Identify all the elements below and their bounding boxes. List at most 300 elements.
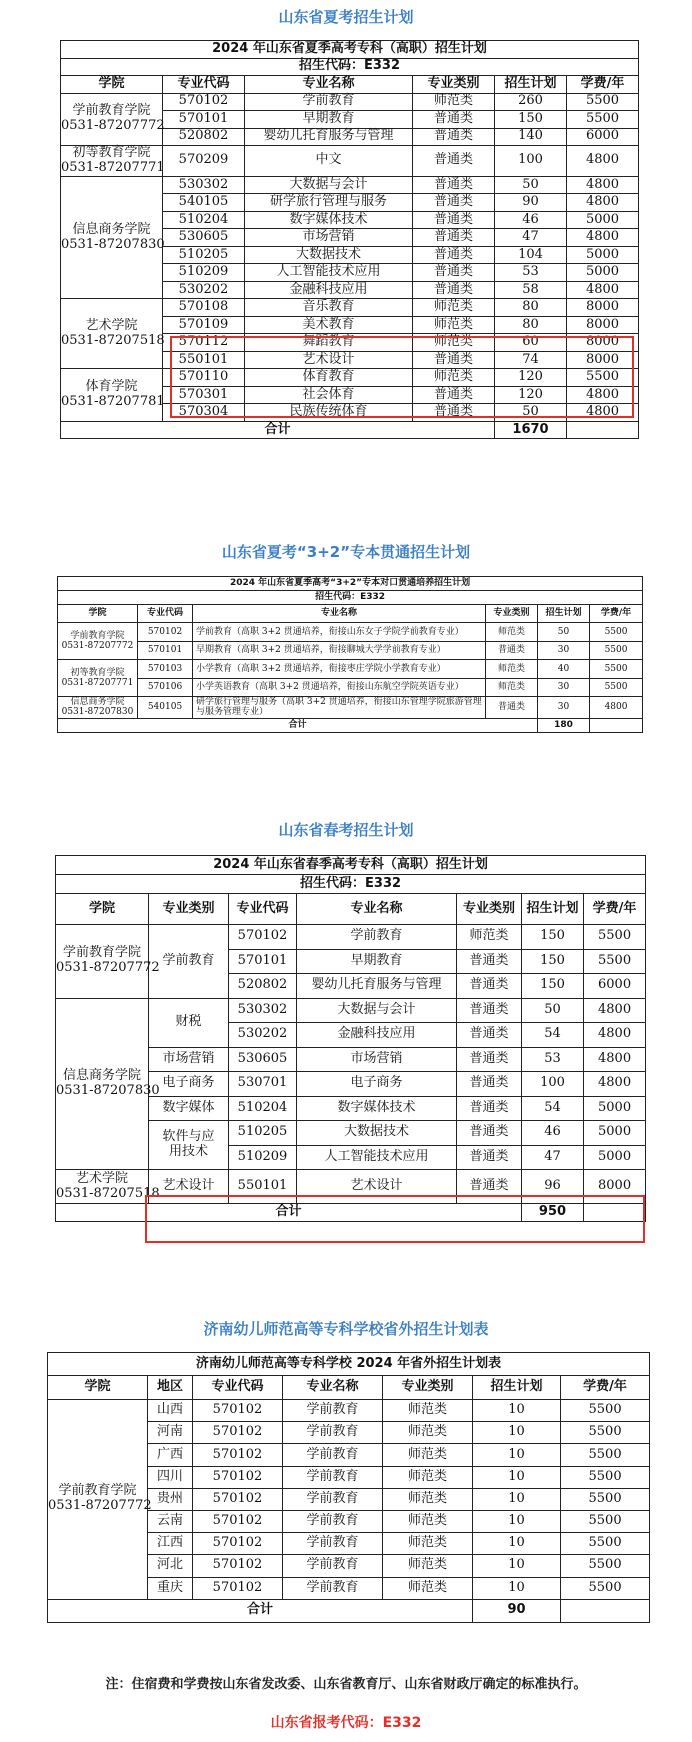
plan-count: 58 — [495, 281, 567, 299]
major-name: 学前教育 — [283, 1577, 383, 1599]
tuition: 5500 — [561, 1444, 650, 1466]
region: 河北 — [148, 1555, 193, 1577]
major-name: 学前教育 — [245, 93, 413, 111]
tuition: 5500 — [584, 925, 646, 950]
column-header: 地区 — [148, 1376, 193, 1400]
tuition: 5000 — [584, 1145, 646, 1170]
major-name: 艺术设计 — [297, 1170, 457, 1204]
column-header: 学费/年 — [567, 76, 639, 94]
major-type: 师范类 — [383, 1466, 473, 1488]
region: 贵州 — [148, 1488, 193, 1510]
region: 江西 — [148, 1533, 193, 1555]
plan-count: 120 — [495, 369, 567, 387]
tuition: 8000 — [567, 299, 639, 317]
major-code: 570112 — [163, 334, 245, 352]
total-value: 90 — [473, 1599, 561, 1622]
major-name: 人工智能技术应用 — [297, 1145, 457, 1170]
plan-count: 150 — [522, 974, 584, 999]
spring-plan-table — [55, 855, 646, 1222]
major-code: 510205 — [163, 246, 245, 264]
major-name: 金融科技应用 — [297, 1023, 457, 1048]
major-code: 530302 — [163, 176, 245, 194]
major-type: 普通类 — [457, 1145, 522, 1170]
plan-count: 30 — [538, 678, 590, 697]
tuition: 4800 — [590, 697, 643, 719]
column-header: 招生计划 — [538, 605, 590, 623]
total-label: 合计 — [58, 718, 538, 732]
plan-count: 53 — [495, 264, 567, 282]
major-name: 学前教育 — [283, 1422, 383, 1444]
column-header: 招生计划 — [473, 1376, 561, 1400]
major-code: 570209 — [163, 146, 245, 177]
major-name: 研学旅行管理与服务（高职 3+2 贯通培养，衔接山东管理学院旅游管理与服务管理专业） — [193, 697, 486, 719]
major-code: 570102 — [193, 1533, 283, 1555]
empty-cell — [567, 421, 639, 439]
total-value: 950 — [522, 1204, 584, 1222]
plan-count: 150 — [522, 925, 584, 950]
column-header: 学费/年 — [590, 605, 643, 623]
caption-row — [48, 1353, 650, 1376]
ptp-section-title: 山东省夏考“3+2”专本贯通招生计划 — [221, 543, 471, 561]
major-type: 普通类 — [457, 974, 522, 999]
major-type: 普通类 — [413, 404, 495, 422]
major-name: 学前教育 — [283, 1510, 383, 1532]
region: 河南 — [148, 1422, 193, 1444]
tuition: 8000 — [584, 1170, 646, 1204]
college-cell: 信息商务学院 0531-87207830 — [56, 998, 149, 1170]
column-header: 专业名称 — [245, 76, 413, 94]
table-row — [61, 146, 639, 177]
plan-count: 46 — [522, 1121, 584, 1146]
major-code: 570101 — [138, 641, 193, 660]
tuition: 4800 — [584, 1023, 646, 1048]
major-name: 学前教育 — [283, 1444, 383, 1466]
major-code: 570102 — [163, 93, 245, 111]
major-name: 美术教育 — [245, 316, 413, 334]
major-name: 研学旅行管理与服务 — [245, 194, 413, 212]
major-name: 舞蹈教育 — [245, 334, 413, 352]
column-header: 学院 — [48, 1376, 148, 1400]
empty-cell — [561, 1599, 650, 1622]
major-code: 550101 — [163, 351, 245, 369]
plan-count: 10 — [473, 1400, 561, 1422]
total-label: 合计 — [56, 1204, 522, 1222]
major-code: 570102 — [193, 1400, 283, 1422]
major-code: 570102 — [193, 1488, 283, 1510]
table-row — [61, 369, 639, 387]
plan-count: 30 — [538, 641, 590, 660]
caption-row — [56, 856, 646, 875]
tuition: 5000 — [567, 264, 639, 282]
tuition: 5500 — [590, 678, 643, 697]
major-type: 师范类 — [413, 299, 495, 317]
plan-count: 10 — [473, 1555, 561, 1577]
major-code: 570108 — [163, 299, 245, 317]
major-code: 520802 — [163, 128, 245, 146]
major-type: 普通类 — [413, 176, 495, 194]
major-type: 普通类 — [457, 1121, 522, 1146]
total-row — [56, 1204, 646, 1222]
major-name: 学前教育 — [283, 1533, 383, 1555]
tuition: 8000 — [567, 316, 639, 334]
tuition: 4800 — [567, 176, 639, 194]
major-name: 大数据技术 — [245, 246, 413, 264]
major-name: 音乐教育 — [245, 299, 413, 317]
category-cell: 数字媒体 — [149, 1096, 229, 1121]
total-value: 180 — [538, 718, 590, 732]
major-type: 师范类 — [383, 1577, 473, 1599]
major-type: 师范类 — [413, 334, 495, 352]
table-code: 招生代码：E332 — [58, 591, 643, 605]
major-name: 学前教育 — [297, 925, 457, 950]
major-type: 普通类 — [457, 1096, 522, 1121]
summer-section-title: 山东省夏考招生计划 — [278, 8, 414, 26]
tuition: 5000 — [584, 1121, 646, 1146]
major-name: 婴幼儿托育服务与管理 — [297, 974, 457, 999]
major-code: 570102 — [193, 1555, 283, 1577]
tuition: 5000 — [584, 1096, 646, 1121]
major-name: 民族传统体育 — [245, 404, 413, 422]
major-code: 510209 — [229, 1145, 297, 1170]
tuition: 5500 — [561, 1555, 650, 1577]
table-row — [58, 623, 643, 642]
college-cell: 学前教育学院 0531-87207772 — [58, 623, 138, 660]
major-code: 510209 — [163, 264, 245, 282]
column-header: 专业类别 — [383, 1376, 473, 1400]
major-code: 570102 — [193, 1510, 283, 1532]
major-type: 师范类 — [383, 1510, 473, 1532]
major-code: 570102 — [229, 925, 297, 950]
major-name: 学前教育（高职 3+2 贯通培养，衔接山东女子学院学前教育专业） — [193, 623, 486, 642]
college-cell: 学前教育学院 0531-87207772 — [56, 925, 149, 999]
empty-cell — [584, 1204, 646, 1222]
major-type: 普通类 — [413, 351, 495, 369]
tuition: 8000 — [567, 351, 639, 369]
table-code: 招生代码：E332 — [61, 58, 639, 76]
category-cell: 财税 — [149, 998, 229, 1047]
college-cell: 艺术学院 0531-87207518 — [56, 1170, 149, 1204]
major-code: 570101 — [163, 111, 245, 129]
tuition: 4800 — [584, 1072, 646, 1097]
plan-count: 10 — [473, 1488, 561, 1510]
column-header: 学院 — [58, 605, 138, 623]
table-row — [58, 641, 643, 660]
major-name: 金融科技应用 — [245, 281, 413, 299]
plan-count: 10 — [473, 1510, 561, 1532]
tuition: 4800 — [567, 386, 639, 404]
header-row — [48, 1376, 650, 1400]
plan-count: 30 — [538, 697, 590, 719]
major-name: 体育教育 — [245, 369, 413, 387]
tuition: 4800 — [567, 281, 639, 299]
column-header: 专业名称 — [193, 605, 486, 623]
region: 云南 — [148, 1510, 193, 1532]
tuition: 5500 — [561, 1577, 650, 1599]
major-type: 师范类 — [457, 925, 522, 950]
header-row — [58, 605, 643, 623]
plan-count: 10 — [473, 1533, 561, 1555]
column-header: 专业名称 — [283, 1376, 383, 1400]
college-cell: 学前教育学院 0531-87207772 — [48, 1400, 148, 1600]
tuition: 5500 — [584, 949, 646, 974]
college-cell: 信息商务学院 0531-87207830 — [61, 176, 163, 299]
total-row — [58, 718, 643, 732]
major-type: 普通类 — [486, 697, 538, 719]
column-header: 学费/年 — [584, 894, 646, 925]
plan-count: 10 — [473, 1577, 561, 1599]
plan-count: 80 — [495, 299, 567, 317]
major-type: 普通类 — [413, 111, 495, 129]
table-row — [58, 697, 643, 719]
major-name: 中文 — [245, 146, 413, 177]
major-type: 普通类 — [457, 1023, 522, 1048]
caption-row — [58, 591, 643, 605]
major-code: 570301 — [163, 386, 245, 404]
major-type: 师范类 — [413, 369, 495, 387]
major-name: 社会体育 — [245, 386, 413, 404]
major-name: 大数据技术 — [297, 1121, 457, 1146]
major-name: 人工智能技术应用 — [245, 264, 413, 282]
column-header: 招生计划 — [522, 894, 584, 925]
tuition: 5000 — [567, 246, 639, 264]
plan-count: 104 — [495, 246, 567, 264]
plan-count: 53 — [522, 1047, 584, 1072]
table-caption: 2024 年山东省春季高考专科（高职）招生计划 — [56, 856, 646, 875]
plan-count: 54 — [522, 1023, 584, 1048]
major-code: 570102 — [193, 1422, 283, 1444]
total-label: 合计 — [61, 421, 495, 439]
major-type: 师范类 — [413, 93, 495, 111]
major-name: 学前教育 — [283, 1400, 383, 1422]
major-name: 学前教育 — [283, 1488, 383, 1510]
tuition: 5500 — [561, 1488, 650, 1510]
outprov-plan-table — [47, 1352, 650, 1623]
major-name: 市场营销 — [297, 1047, 457, 1072]
outprov-section-title: 济南幼儿师范高等专科学校省外招生计划表 — [203, 1320, 489, 1338]
major-type: 师范类 — [383, 1400, 473, 1422]
plan-count: 260 — [495, 93, 567, 111]
plan-count: 47 — [522, 1145, 584, 1170]
tuition: 5500 — [561, 1400, 650, 1422]
plan-count: 40 — [538, 660, 590, 679]
ptp-plan-table — [57, 576, 643, 733]
plan-count: 10 — [473, 1466, 561, 1488]
table-code: 招生代码：E332 — [56, 875, 646, 894]
category-cell: 艺术设计 — [149, 1170, 229, 1204]
college-cell: 初等教育学院 0531-87207771 — [58, 660, 138, 697]
table-caption: 2024 年山东省夏季高考“3+2”专本对口贯通培养招生计划 — [58, 577, 643, 591]
category-cell: 电子商务 — [149, 1072, 229, 1097]
table-row — [56, 998, 646, 1023]
table-row — [61, 176, 639, 194]
table-row — [58, 678, 643, 697]
table-row — [61, 299, 639, 317]
major-type: 师范类 — [413, 316, 495, 334]
major-name: 数字媒体技术 — [297, 1096, 457, 1121]
plan-count: 50 — [495, 176, 567, 194]
table-row — [56, 925, 646, 950]
region: 山西 — [148, 1400, 193, 1422]
column-header: 专业代码 — [193, 1376, 283, 1400]
major-name: 早期教育 — [297, 949, 457, 974]
major-type: 普通类 — [413, 246, 495, 264]
tuition: 4800 — [584, 998, 646, 1023]
tuition: 5500 — [590, 660, 643, 679]
plan-count: 46 — [495, 211, 567, 229]
major-type: 普通类 — [457, 949, 522, 974]
major-type: 普通类 — [413, 229, 495, 247]
major-type: 普通类 — [413, 281, 495, 299]
tuition: 4800 — [567, 146, 639, 177]
column-header: 专业类别 — [413, 76, 495, 94]
total-row — [61, 421, 639, 439]
caption-row — [61, 41, 639, 59]
major-name: 早期教育 — [245, 111, 413, 129]
major-code: 570102 — [193, 1444, 283, 1466]
region: 广西 — [148, 1444, 193, 1466]
major-code: 570110 — [163, 369, 245, 387]
major-type: 师范类 — [486, 623, 538, 642]
plan-count: 150 — [495, 111, 567, 129]
table-row — [48, 1400, 650, 1422]
major-name: 早期教育（高职 3+2 贯通培养，衔接聊城大学学前教育专业） — [193, 641, 486, 660]
table-row — [58, 660, 643, 679]
tuition: 4800 — [584, 1047, 646, 1072]
major-type: 普通类 — [413, 264, 495, 282]
major-code: 570102 — [138, 623, 193, 642]
column-header: 专业类别 — [457, 894, 522, 925]
major-type: 普通类 — [413, 146, 495, 177]
major-name: 大数据与会计 — [297, 998, 457, 1023]
major-type: 师范类 — [486, 660, 538, 679]
plan-count: 80 — [495, 316, 567, 334]
caption-row — [58, 577, 643, 591]
major-code: 570109 — [163, 316, 245, 334]
tuition: 5500 — [567, 93, 639, 111]
major-type: 普通类 — [413, 194, 495, 212]
tuition: 8000 — [567, 334, 639, 352]
major-type: 普通类 — [457, 1170, 522, 1204]
plan-count: 10 — [473, 1422, 561, 1444]
major-type: 普通类 — [486, 641, 538, 660]
major-type: 普通类 — [413, 386, 495, 404]
major-type: 师范类 — [383, 1533, 473, 1555]
major-name: 学前教育 — [283, 1555, 383, 1577]
plan-count: 54 — [522, 1096, 584, 1121]
tuition: 5500 — [561, 1422, 650, 1444]
major-name: 小学英语教育（高职 3+2 贯通培养，衔接山东航空学院英语专业） — [193, 678, 486, 697]
major-code: 570102 — [193, 1466, 283, 1488]
tuition: 4800 — [567, 404, 639, 422]
major-type: 师范类 — [383, 1422, 473, 1444]
major-name: 数字媒体技术 — [245, 211, 413, 229]
column-header: 招生计划 — [495, 76, 567, 94]
college-cell: 信息商务学院 0531-87207830 — [58, 697, 138, 719]
plan-count: 140 — [495, 128, 567, 146]
major-type: 师范类 — [383, 1444, 473, 1466]
college-cell: 艺术学院 0531-87207518 — [61, 299, 163, 369]
major-code: 570101 — [229, 949, 297, 974]
column-header: 专业代码 — [138, 605, 193, 623]
tuition: 5500 — [561, 1510, 650, 1532]
tuition: 4800 — [567, 229, 639, 247]
fee-note: 注：住宿费和学费按山东省发改委、山东省教育厅、山东省财政厅确定的标准执行。 — [105, 1677, 587, 1692]
total-label: 合计 — [48, 1599, 473, 1622]
column-header: 专业类别 — [486, 605, 538, 623]
major-code: 540105 — [138, 697, 193, 719]
major-code: 550101 — [229, 1170, 297, 1204]
table-row — [61, 93, 639, 111]
major-name: 艺术设计 — [245, 351, 413, 369]
plan-count: 50 — [495, 404, 567, 422]
region: 重庆 — [148, 1577, 193, 1599]
caption-row — [61, 58, 639, 76]
major-name: 电子商务 — [297, 1072, 457, 1097]
major-code: 510204 — [229, 1096, 297, 1121]
plan-count: 100 — [522, 1072, 584, 1097]
major-code: 530202 — [163, 281, 245, 299]
plan-count: 150 — [522, 949, 584, 974]
total-row — [48, 1599, 650, 1622]
tuition: 6000 — [584, 974, 646, 999]
column-header: 学院 — [61, 76, 163, 94]
table-row — [56, 1170, 646, 1204]
tuition: 5500 — [567, 111, 639, 129]
table-caption: 2024 年山东省夏季高考专科（高职）招生计划 — [61, 41, 639, 59]
major-code: 530701 — [229, 1072, 297, 1097]
plan-count: 10 — [473, 1444, 561, 1466]
college-cell: 体育学院 0531-87207781 — [61, 369, 163, 422]
column-header: 专业代码 — [229, 894, 297, 925]
tuition: 5500 — [567, 369, 639, 387]
plan-count: 47 — [495, 229, 567, 247]
plan-count: 60 — [495, 334, 567, 352]
major-type: 师范类 — [383, 1555, 473, 1577]
exam-code: 山东省报考代码：E332 — [270, 1715, 422, 1731]
major-code: 530605 — [163, 229, 245, 247]
tuition: 5500 — [590, 641, 643, 660]
major-type: 普通类 — [457, 1047, 522, 1072]
tuition: 5000 — [567, 211, 639, 229]
major-code: 570304 — [163, 404, 245, 422]
major-code: 570106 — [138, 678, 193, 697]
major-code: 540105 — [163, 194, 245, 212]
empty-cell — [590, 718, 643, 732]
major-code: 510204 — [163, 211, 245, 229]
category-cell: 学前教育 — [149, 925, 229, 999]
major-name: 市场营销 — [245, 229, 413, 247]
major-name: 大数据与会计 — [245, 176, 413, 194]
major-type: 普通类 — [413, 128, 495, 146]
tuition: 4800 — [567, 194, 639, 212]
major-code: 520802 — [229, 974, 297, 999]
column-header: 专业类别 — [149, 894, 229, 925]
plan-count: 50 — [538, 623, 590, 642]
table-caption: 济南幼儿师范高等专科学校 2024 年省外招生计划表 — [48, 1353, 650, 1376]
header-row — [61, 76, 639, 94]
spring-section-title: 山东省春考招生计划 — [278, 821, 414, 839]
major-name: 小学教育（高职 3+2 贯通培养，衔接枣庄学院小学教育专业） — [193, 660, 486, 679]
tuition: 5500 — [590, 623, 643, 642]
major-code: 510205 — [229, 1121, 297, 1146]
major-type: 普通类 — [457, 998, 522, 1023]
plan-count: 96 — [522, 1170, 584, 1204]
plan-count: 90 — [495, 194, 567, 212]
column-header: 学院 — [56, 894, 149, 925]
major-code: 530605 — [229, 1047, 297, 1072]
column-header: 学费/年 — [561, 1376, 650, 1400]
tuition: 5500 — [561, 1466, 650, 1488]
